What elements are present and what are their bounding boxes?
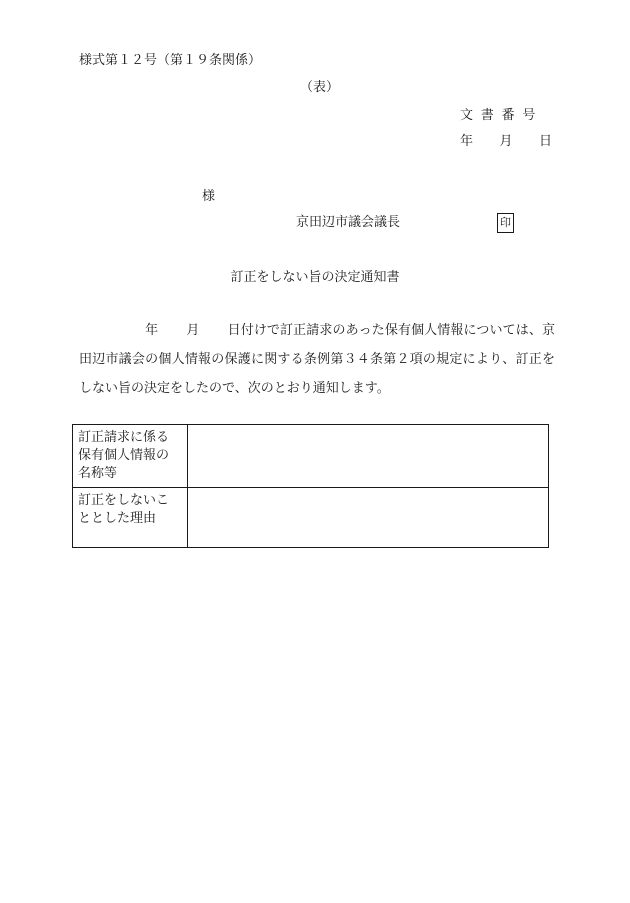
date-year: 年 [460, 134, 474, 149]
date-month: 月 [499, 134, 513, 149]
form-number: 様式第１２号（第１９条関係） [79, 53, 262, 68]
document-title: 訂正をしない旨の決定通知書 [230, 270, 400, 285]
addressee-honorific: 様 [202, 189, 216, 204]
body-date-month: 月 [186, 323, 200, 338]
side-indicator: （表） [300, 80, 340, 95]
date-day: 日 [538, 134, 552, 149]
issue-date [460, 133, 552, 151]
table-row-value[interactable] [188, 425, 549, 488]
table-row-label: 訂正をしないこ ととした理由 [73, 488, 188, 548]
sender-name: 京田辺市議会議長 [296, 215, 401, 230]
seal-mark: 印 [497, 213, 514, 233]
table-row-label: 訂正請求に係る 保有個人情報の 名称等 [73, 425, 188, 488]
table-row-value[interactable] [188, 488, 549, 548]
notice-body [79, 316, 555, 403]
body-date-year: 年 [145, 323, 159, 338]
info-table [72, 424, 549, 548]
table-row [73, 425, 549, 488]
body-text: 日付けで訂正請求のあった保有個人情報については、京田辺市議会の個人情報の保護に関する条例第３４条第２項の規定により、訂正をしない旨の決定をしたので、次のとおり通知します。 [79, 323, 555, 396]
document-number-label: 文書番号 [460, 108, 544, 123]
table-row [73, 488, 549, 548]
